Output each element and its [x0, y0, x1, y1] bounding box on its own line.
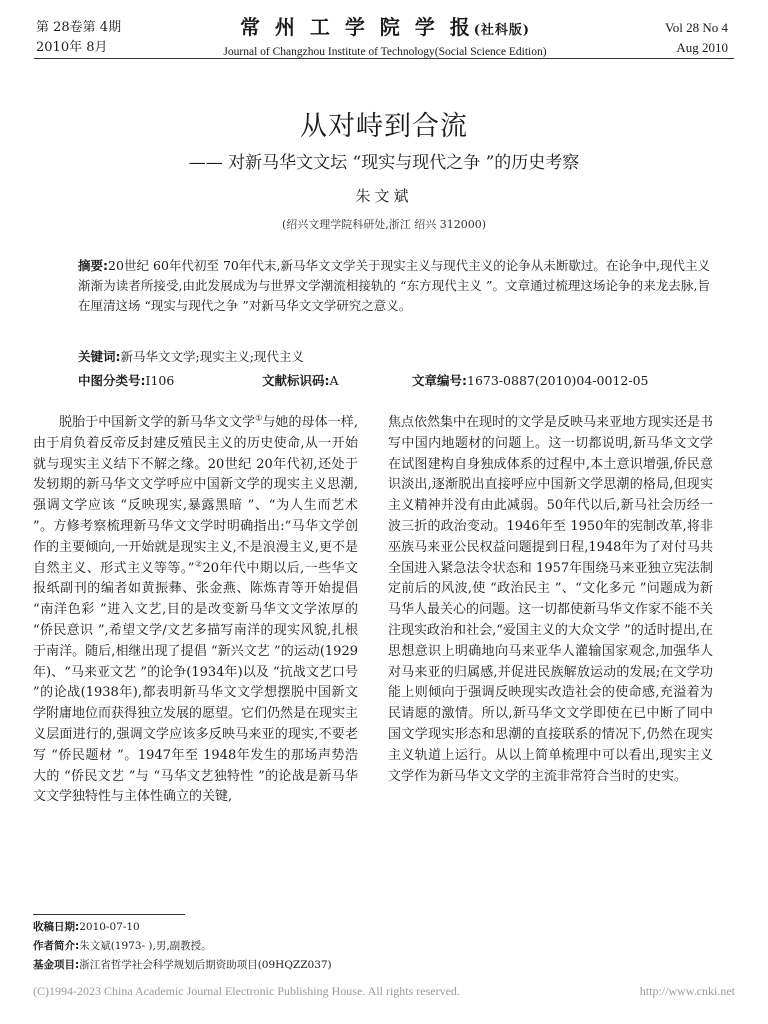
author-bio — [33, 937, 733, 955]
issue-date-cn: 2010年 8月 — [36, 40, 108, 55]
fund-project — [33, 956, 733, 974]
article-no-label: 文章编号: — [412, 373, 467, 388]
abstract — [78, 256, 710, 316]
article-subtitle: —— 对新马华文文坛 “现实与现代之争 ”的历史考察 — [188, 153, 580, 173]
received-value: 2010-07-10 — [79, 921, 140, 933]
article-title: 从对峙到合流 — [300, 111, 468, 142]
footnote-rule — [33, 914, 185, 915]
clc-label: 中图分类号: — [78, 373, 146, 388]
clc-number — [78, 371, 174, 389]
journal-edition-cn: (社科版) — [473, 23, 531, 38]
body-text: 脱胎于中国新文学的新马华文文学 — [59, 415, 256, 430]
doc-code-value: A — [329, 373, 339, 388]
header-rule — [34, 58, 734, 59]
document-code — [262, 371, 339, 389]
issue-date-en: Aug 2010 — [676, 40, 728, 55]
copyright-text: (C)1994-2023 China Academic Journal Electronic Publishing House. All rights reserved. — [33, 984, 460, 998]
author-bio-label: 作者简介: — [33, 940, 80, 952]
running-header-center — [160, 14, 610, 60]
journal-title-en: Journal of Changzhou Institute of Technology(Social Science Edition) — [223, 46, 547, 58]
abstract-label: 摘要: — [78, 258, 109, 273]
article-author: 朱文斌 — [355, 187, 413, 205]
body-text: 与她的母体一样,由于肩负着反帝反封建反殖民主义的历史使命,从一开始就与现实主义结下不解之缘。20世纪 20年代初,还处于发轫期的新马华文文学呼应中国新文学的现实主义思潮,强调文学应该 “反映现实,暴露黑暗 ”、“为人生而艺术 ”。方修考察梳理新马华文文学时明确指出:“马华文学创作的主要倾向,一开始就是现实主义,不是浪漫主义,更不是自然主义、形式主义等等。” — [33, 415, 358, 576]
copyright-line — [33, 984, 735, 999]
body-column-left — [33, 413, 358, 808]
abstract-text: 20世纪 60年代初至 70年代末,新马华文文学关于现实主义与现代主义的论争从未断歇过。在论争中,现代主义渐渐为读者所接受,由此发展成为与世界文学潮流相接轨的 “东方现代主义 ”。文章通过梳理这场论争的来龙去脉,旨在厘清这场 “现实与现代之争 ”对新马华文文学研究之意义。 — [78, 258, 711, 313]
received-date — [33, 918, 733, 936]
clc-value: I106 — [145, 373, 175, 388]
cnki-link[interactable]: http://www.cnki.net — [639, 984, 735, 998]
body-paragraph: 焦点依然集中在现时的文学是反映马来亚地方现实还是书写中国内地题材的问题上。这一切都说明,新马华文文学在试图建构自身独成体系的过程中,本土意识增强,侨民意识淡出,逐渐脱出直接呼应中国新文学思潮的格局,但现实主义精神并没有由此减弱。50年代以后,新马社会历经一波三折的政治变动。1946年至 1950年的宪制改革,将非巫族马来亚公民权益问题提到日程,1948年为了对付马共全国进入紧急法令状态和 1957年围绕马来亚独立宪法制定前后的风波,使 “政治民主 ”、“文化多元 ”问题成为新马华人最关心的问题。这一切都使新马华文作家不能不关注现实政治和社会,“爱国主义的大众文学 ”的适时提出,在思想意识上明确地向马来亚华人灌输国家观念,加强华人对马来亚的归属感,并促进民族解放运动的发展;在文学功能上则倾向于强调反映现实改造社会的使命感,充溢着为民请愿的激情。所以,新马华文文学即使在已中断了同中国文学现实形态和思潮的直接联系的情况下,仍然在现实主义轨道上运行。从以上简单梳理中可以看出,现实主义文学作为新马华文文学的主流非常符合当时的史实。 — [388, 415, 714, 784]
article-number — [412, 371, 648, 389]
body-column-right — [388, 413, 713, 787]
journal-name-cn: 常 州 工 学 院 学 报 — [239, 15, 474, 39]
received-label: 收稿日期: — [33, 921, 80, 933]
journal-title-cn — [160, 14, 610, 44]
keywords — [78, 347, 710, 365]
fund-value: 浙江省哲学社会科学规划后期资助项目(09HQZZ037) — [79, 959, 332, 971]
author-bio-value: 朱文斌(1973- ),男,副教授。 — [79, 940, 212, 952]
article-no-value: 1673-0887(2010)04-0012-05 — [467, 373, 649, 388]
doc-code-label: 文献标识码: — [262, 373, 330, 388]
running-header-right — [665, 18, 728, 58]
footnote-ref-1[interactable]: ① — [255, 413, 263, 423]
author-affiliation: (绍兴文理学院科研处,浙江 绍兴 312000) — [281, 218, 487, 231]
body-text: 20年代中期以后,一些华文报纸副刊的编者如黄振彝、张金燕、陈炼青等开始提倡 “南洋色彩 ”进入文艺,目的是改变新马华文文学浓厚的 “侨民意识 ”,希望文学/文艺多描写南洋的现实风貌,扎根于南洋。随后,相继出现了提倡 “新兴文艺 ”的运动(1929年)、“马来亚文艺 ”的论争(1934年)以及 “抗战文艺口号 ”的论战(1938年),都表明新马华文文学想摆脱中国新文学附庸地位而获得独立发展的愿望。它们仍然是在现实主义层面进行的,强调文学应该多反映马来亚的现实,不要老写 “侨民题材 ”。1947年至 1948年发生的那场声势浩大的 “侨民文艺 ”与 “马华文艺独特性 ”的论战是新马华文文学独特性与主体性确立的关键, — [33, 560, 359, 805]
keywords-text: 新马华文文学;现实主义;现代主义 — [120, 349, 304, 364]
volume-issue: 第 28卷第 4期 — [36, 20, 122, 35]
body-paragraph — [33, 413, 358, 808]
footnote-ref-2[interactable]: ② — [194, 559, 203, 569]
fund-label: 基金项目: — [33, 959, 80, 971]
running-header-left — [36, 18, 121, 58]
keywords-label: 关键词: — [78, 349, 121, 364]
vol-no-en: Vol 28 No 4 — [665, 20, 728, 35]
